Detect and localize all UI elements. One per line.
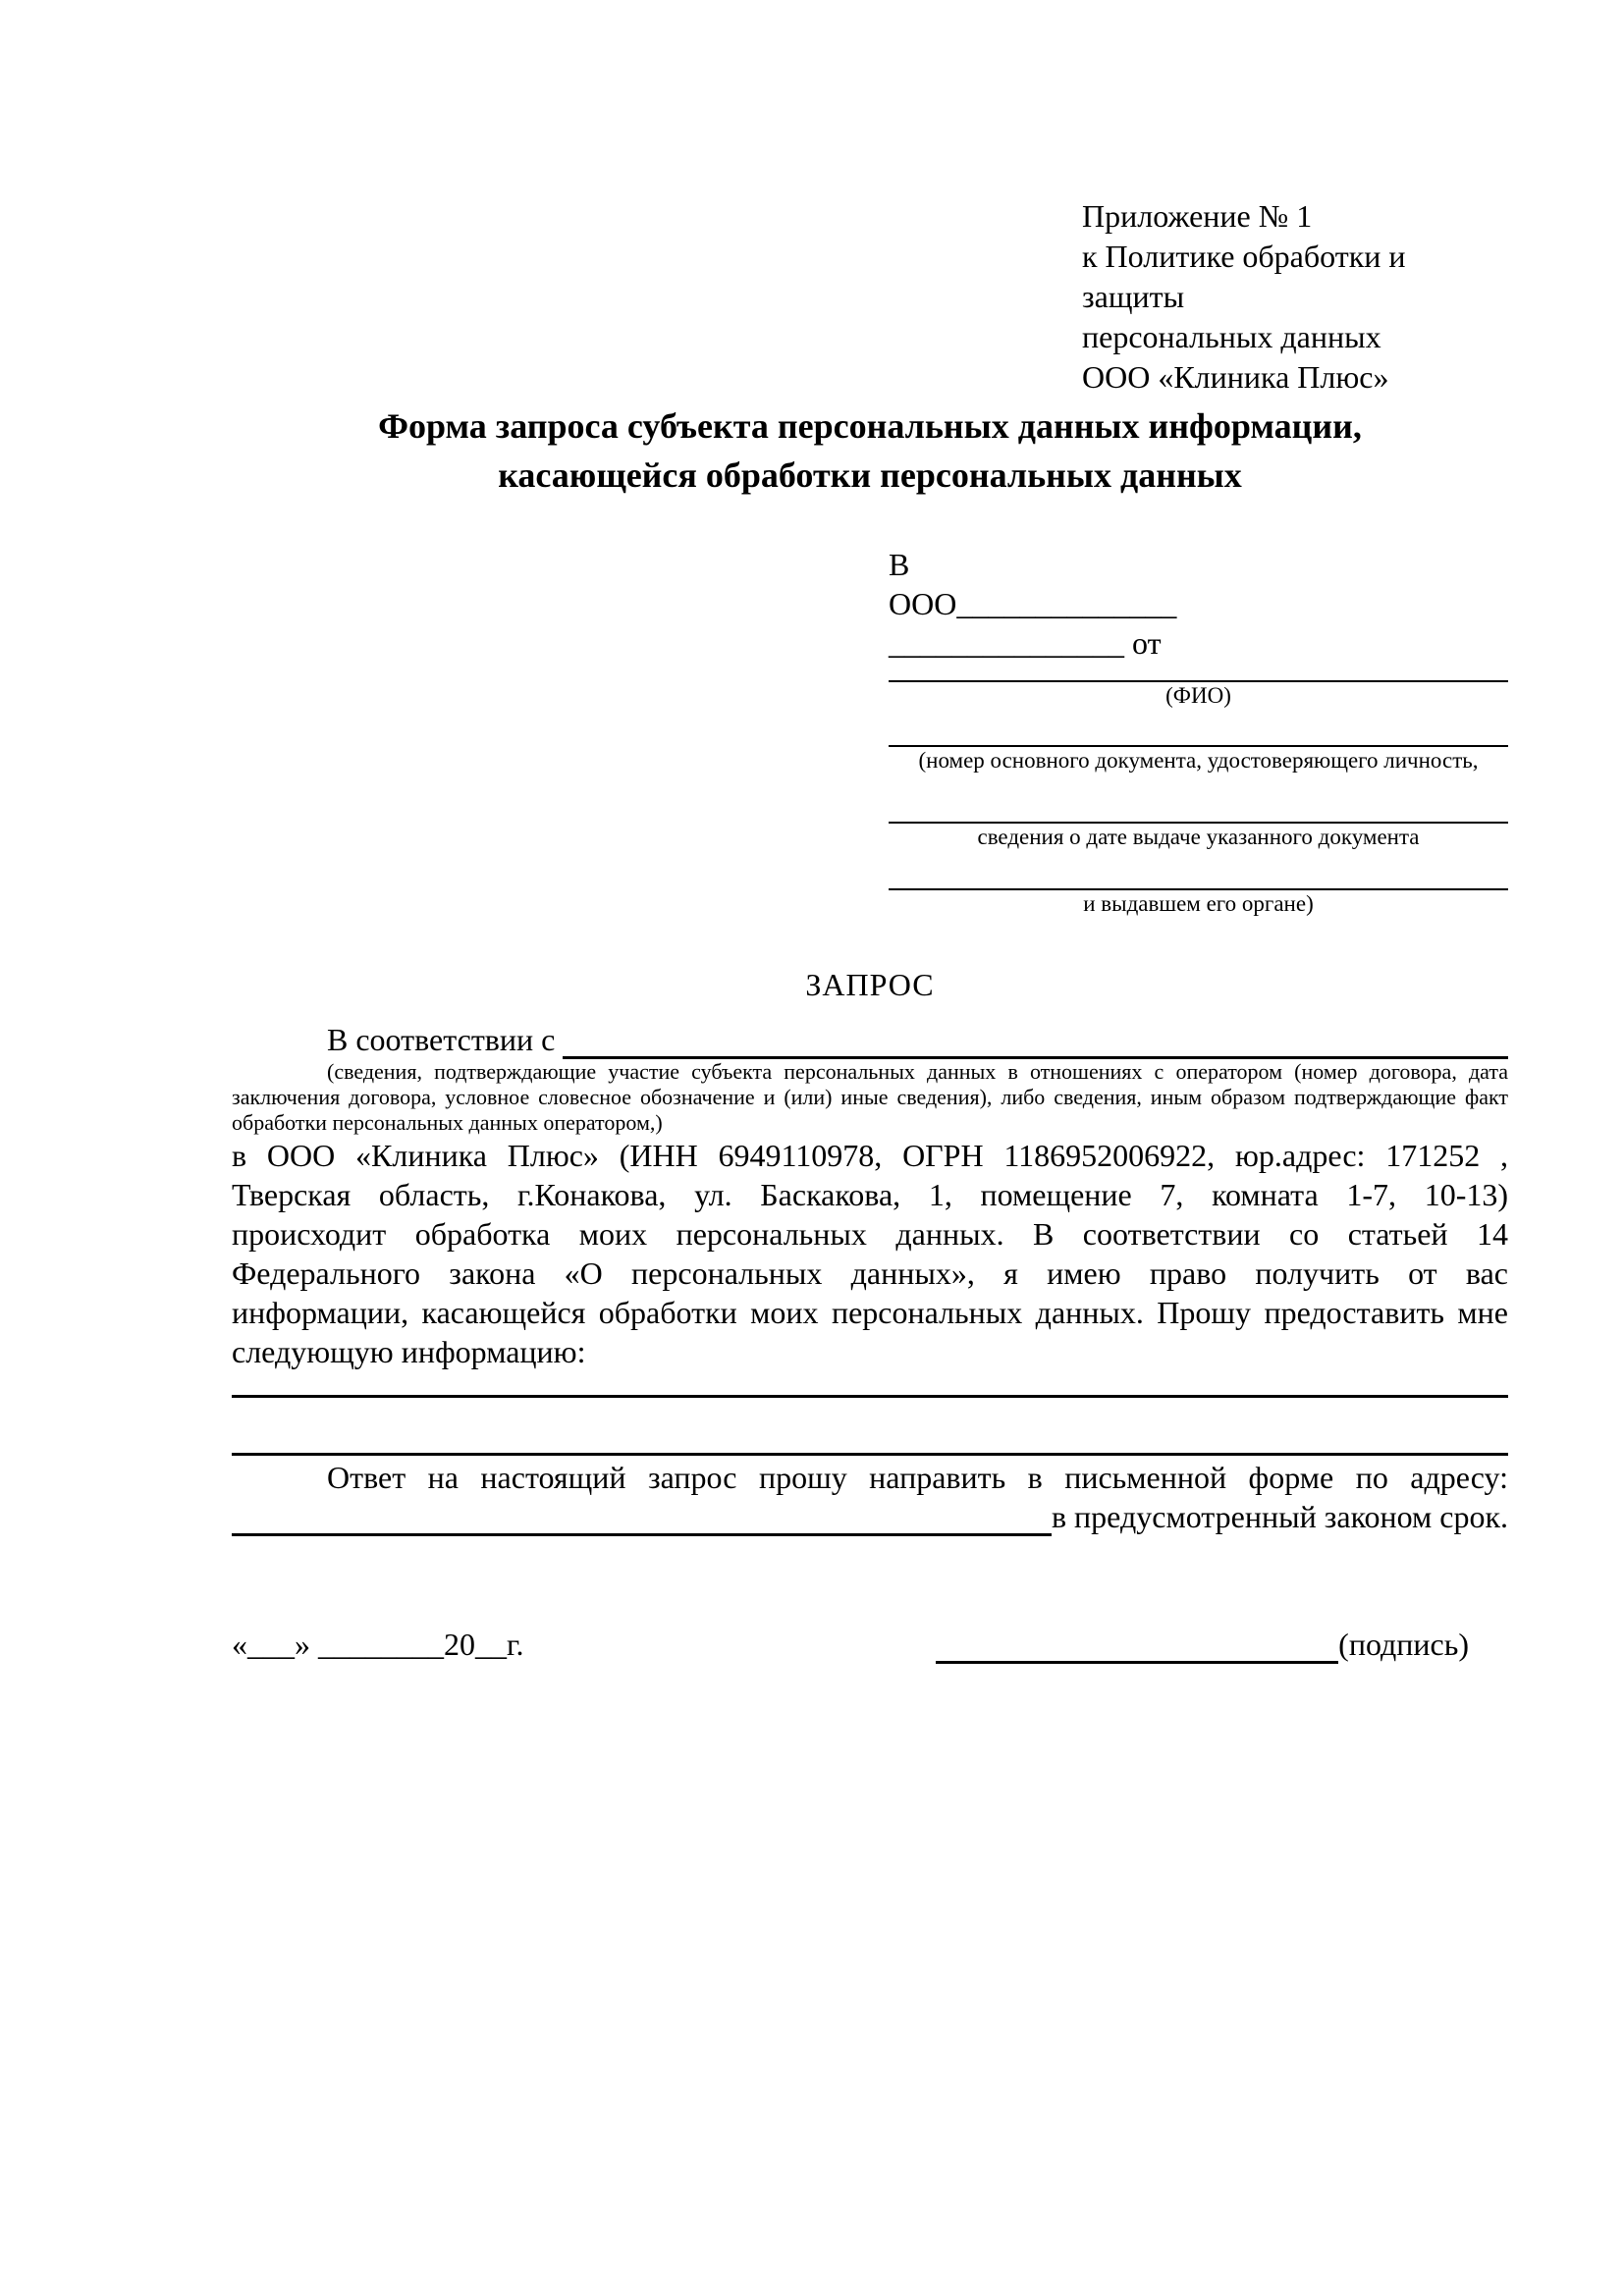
accordance-lead-text: В соответствии с	[327, 1022, 556, 1057]
body-line: происходит обработка моих персональных данных. В соответствии со статьей 14	[232, 1216, 1508, 1252]
body-line: следующую информацию:	[232, 1334, 586, 1369]
accordance-blank-line	[563, 1021, 1508, 1059]
reply-address-blank-line	[232, 1500, 1052, 1536]
requested-info-blank-line	[232, 1371, 1508, 1398]
reply-address-row	[232, 1497, 1508, 1536]
body-line: информации, касающейся обработки моих персональных данных. Прошу предоставить мне	[232, 1295, 1508, 1330]
appendix-line: ООО «Клиника Плюс»	[1082, 359, 1389, 395]
document-issuer-caption: и выдавшем его органе)	[1083, 891, 1314, 916]
document-issue-date-blank-line	[889, 774, 1508, 824]
reply-tail-text: в предусмотренный законом срок.	[1051, 1499, 1508, 1534]
appendix-header	[1082, 196, 1508, 398]
addressee-from-line: _______________ от	[889, 625, 1162, 661]
body-line: Федерального закона «О персональных данных», я имею право получить от вас	[232, 1255, 1508, 1291]
accordance-note	[232, 1059, 1508, 1136]
body-line: в ООО «Клиника Плюс» (ИНН 6949110978, ОГРН 1186952006922, юр.адрес: 171252 ,	[232, 1138, 1508, 1173]
addressee-block	[889, 545, 1508, 918]
document-title-line: касающейся обработки персональных данных	[498, 455, 1242, 495]
appendix-line: Приложение № 1	[1082, 198, 1313, 234]
document-number-caption: (номер основного документа, удостоверяющего личность,	[918, 748, 1479, 773]
date-signature-row	[232, 1625, 1508, 1664]
requested-info-blank-line	[232, 1398, 1508, 1456]
document-issue-date-caption: сведения о дате выдаче указанного документа	[977, 825, 1420, 849]
request-heading: ЗАПРОС	[805, 967, 935, 1002]
date-blank-text: «___» ________20__г.	[232, 1627, 524, 1662]
note-line: обработки персональных данных оператором,)	[232, 1110, 663, 1135]
fio-caption: (ФИО)	[1165, 683, 1231, 708]
document-title	[232, 401, 1508, 500]
fio-blank-line	[889, 663, 1508, 682]
addressee-org-line: ООО______________	[889, 586, 1177, 621]
document-issuer-blank-line	[889, 851, 1508, 890]
signature-group	[936, 1625, 1469, 1664]
document-number-blank-line	[889, 710, 1508, 747]
body-line: Тверская область, г.Конакова, ул. Баскакова, 1, помещение 7, комната 1-7, 10-13)	[232, 1177, 1508, 1212]
signature-caption: (подпись)	[1338, 1627, 1469, 1662]
request-body-paragraph	[232, 1136, 1508, 1371]
accordance-row	[232, 1020, 1508, 1059]
addressee-to-label: В	[889, 547, 910, 582]
note-line: заключения договора, условное словесное обозначение и (или) иные сведения), либо сведения, иным образом подтверждающие факт	[232, 1085, 1508, 1109]
document-title-line: Форма запроса субъекта персональных данных информации,	[378, 406, 1362, 446]
appendix-line: к Политике обработки и защиты	[1082, 239, 1406, 314]
signature-blank-line	[936, 1628, 1338, 1664]
reply-instruction-text: Ответ на настоящий запрос прошу направить в письменной форме по адресу:	[327, 1460, 1508, 1495]
note-line: (сведения, подтверждающие участие субъекта персональных данных в отношениях с оператором (номер договора, дата	[327, 1059, 1508, 1084]
appendix-line: персональных данных	[1082, 319, 1381, 354]
